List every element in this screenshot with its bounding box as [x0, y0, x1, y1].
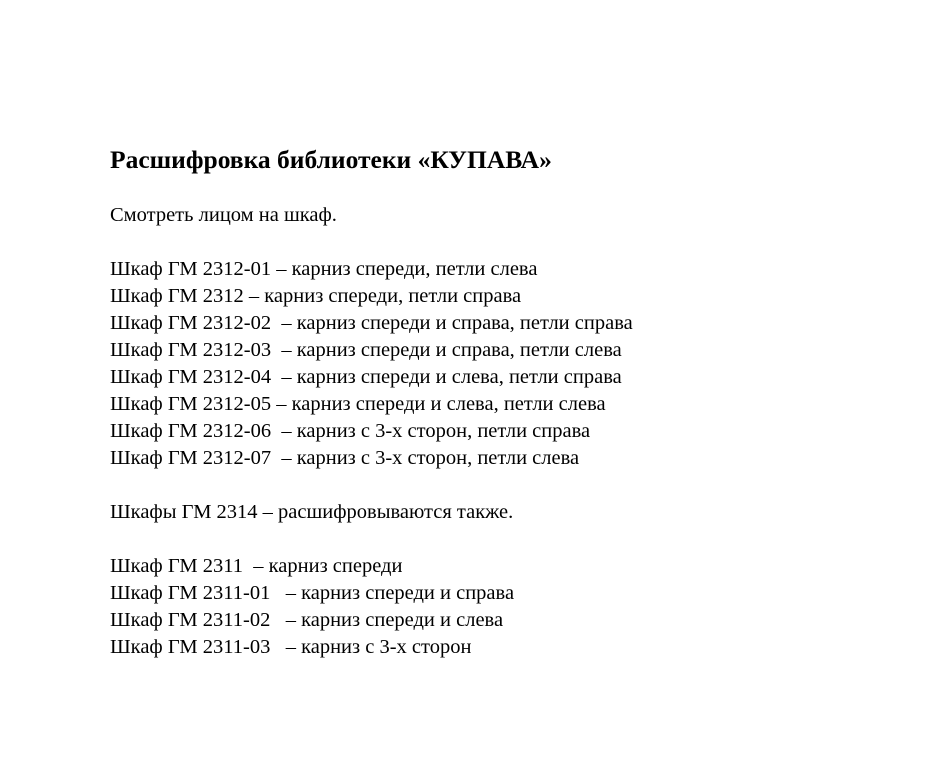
list-item: Шкаф ГМ 2311 – карниз спереди — [110, 555, 403, 577]
list-item: Шкаф ГМ 2312-04 – карниз спереди и слева, петли справа — [110, 366, 622, 388]
list-item: Шкаф ГМ 2312-05 – карниз спереди и слева, петли слева — [110, 393, 606, 415]
document-title: Расшифровка библиотеки «КУПАВА» — [110, 145, 552, 174]
document-page — [110, 144, 910, 661]
cabinet-list-2312 — [110, 256, 910, 472]
list-item: Шкаф ГМ 2311-02 – карниз спереди и слева — [110, 609, 504, 631]
list-item: Шкаф ГМ 2312-02 – карниз спереди и справа, петли справа — [110, 312, 633, 334]
list-item: Шкаф ГМ 2312-07 – карниз с 3-х сторон, петли слева — [110, 447, 580, 469]
list-item: Шкаф ГМ 2312-01 – карниз спереди, петли слева — [110, 258, 538, 280]
list-item: Шкаф ГМ 2312-03 – карниз спереди и справа, петли слева — [110, 339, 622, 361]
note-2314-paragraph: Шкафы ГМ 2314 – расшифровываются также. — [110, 501, 514, 523]
intro-paragraph: Смотреть лицом на шкаф. — [110, 204, 337, 226]
list-item: Шкаф ГМ 2312 – карниз спереди, петли справа — [110, 285, 522, 307]
list-item: Шкаф ГМ 2311-01 – карниз спереди и справа — [110, 582, 515, 604]
list-item: Шкаф ГМ 2311-03 – карниз с 3-х сторон — [110, 636, 472, 658]
list-item: Шкаф ГМ 2312-06 – карниз с 3-х сторон, петли справа — [110, 420, 591, 442]
cabinet-list-2311 — [110, 553, 910, 661]
